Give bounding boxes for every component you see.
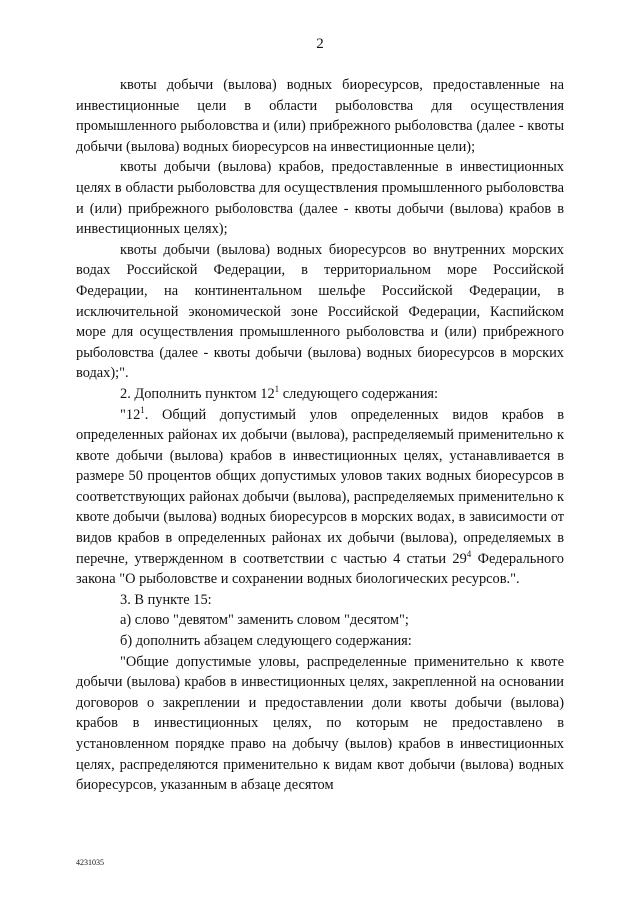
page-number: 2 bbox=[316, 36, 324, 52]
paragraph-item-3b: б) дополнить абзацем следующего содержания: bbox=[120, 633, 412, 650]
paragraph-quota-investment: квоты добычи (вылова) водных биоресурсов, предоставленные на инвестиционные цели в области рыболовства для осуществления промышленного рыболовства и (или) прибрежного рыболовства (далее - квоты добычи (вылова) водных биоресурсов на инвестиционные цели); bbox=[76, 77, 564, 155]
paragraph-new-abzac: "Общие допустимые уловы, распределенные применительно к квоте добычи (вылова) крабов в инвестиционных целях, закрепленной на основании договоров о закреплении и предоставлении доли квоты добычи (вылова) крабов в инвестиционных целях, по которым не предоставлено в установленном порядке право на добычу (вылов) крабов в инвестиционных целях, распределяются применительно к видам квот добычи (вылова) водных биоресурсов, указанным в абзаце десятом bbox=[76, 653, 564, 794]
paragraph-point-12-1 bbox=[76, 405, 564, 590]
paragraph-item-3: 3. В пункте 15: bbox=[120, 591, 212, 608]
document-body bbox=[76, 75, 564, 796]
paragraph-item-2 bbox=[76, 384, 564, 405]
text-run: "12 bbox=[120, 406, 141, 423]
superscript: 1 bbox=[274, 384, 280, 395]
text-run: следующего содержания: bbox=[279, 385, 439, 402]
paragraph-quota-sea-waters: квоты добычи (вылова) водных биоресурсов во внутренних морских водах Российской Федерации, в территориальном море Российской Федерации, на континентальном шельфе Российской Федерации, в исключительной экономической зоне Российской Федерации, Каспийском море для осуществления промышленного рыболовства и (или) прибрежного рыболовства (далее - квоты добычи (вылова) водных биоресурсов в морских водах);". bbox=[76, 241, 564, 382]
superscript: 1 bbox=[140, 404, 145, 415]
text-run: 2. Дополнить пунктом 12 bbox=[120, 385, 275, 402]
document-code: 4231035 bbox=[76, 858, 104, 867]
paragraph-quota-crabs: квоты добычи (вылова) крабов, предоставленные в инвестиционных целях в области рыболовства для осуществления промышленного рыболовства и (или) прибрежного рыболовства (далее - квоты добычи (вылова) крабов в инвестиционных целях); bbox=[76, 159, 564, 238]
superscript: 4 bbox=[466, 548, 472, 559]
text-run: Федерального закона "О рыболовстве и сохранении водных биологических ресурсов.". bbox=[76, 550, 564, 588]
paragraph-item-3a: а) слово "девятом" заменить словом "десятом"; bbox=[120, 612, 409, 629]
text-run: . Общий допустимый улов определенных видов крабов в определенных районах их добычи (вылова), распределяемый применительно к квоте добычи (вылова) крабов в инвестиционных целях, устанавливается в размере 50 процентов общих допустимых уловов таких водных биоресурсов в соответствующих районах добычи (вылова), распределяемых применительно к квоте добычи (вылова) водных биоресурсов в морских водах, в зависимости от видов крабов в определенных районах их добычи (вылова), определяемых в перечне, утвержденном в соответствии с частью 4 статьи 29 bbox=[76, 406, 564, 567]
